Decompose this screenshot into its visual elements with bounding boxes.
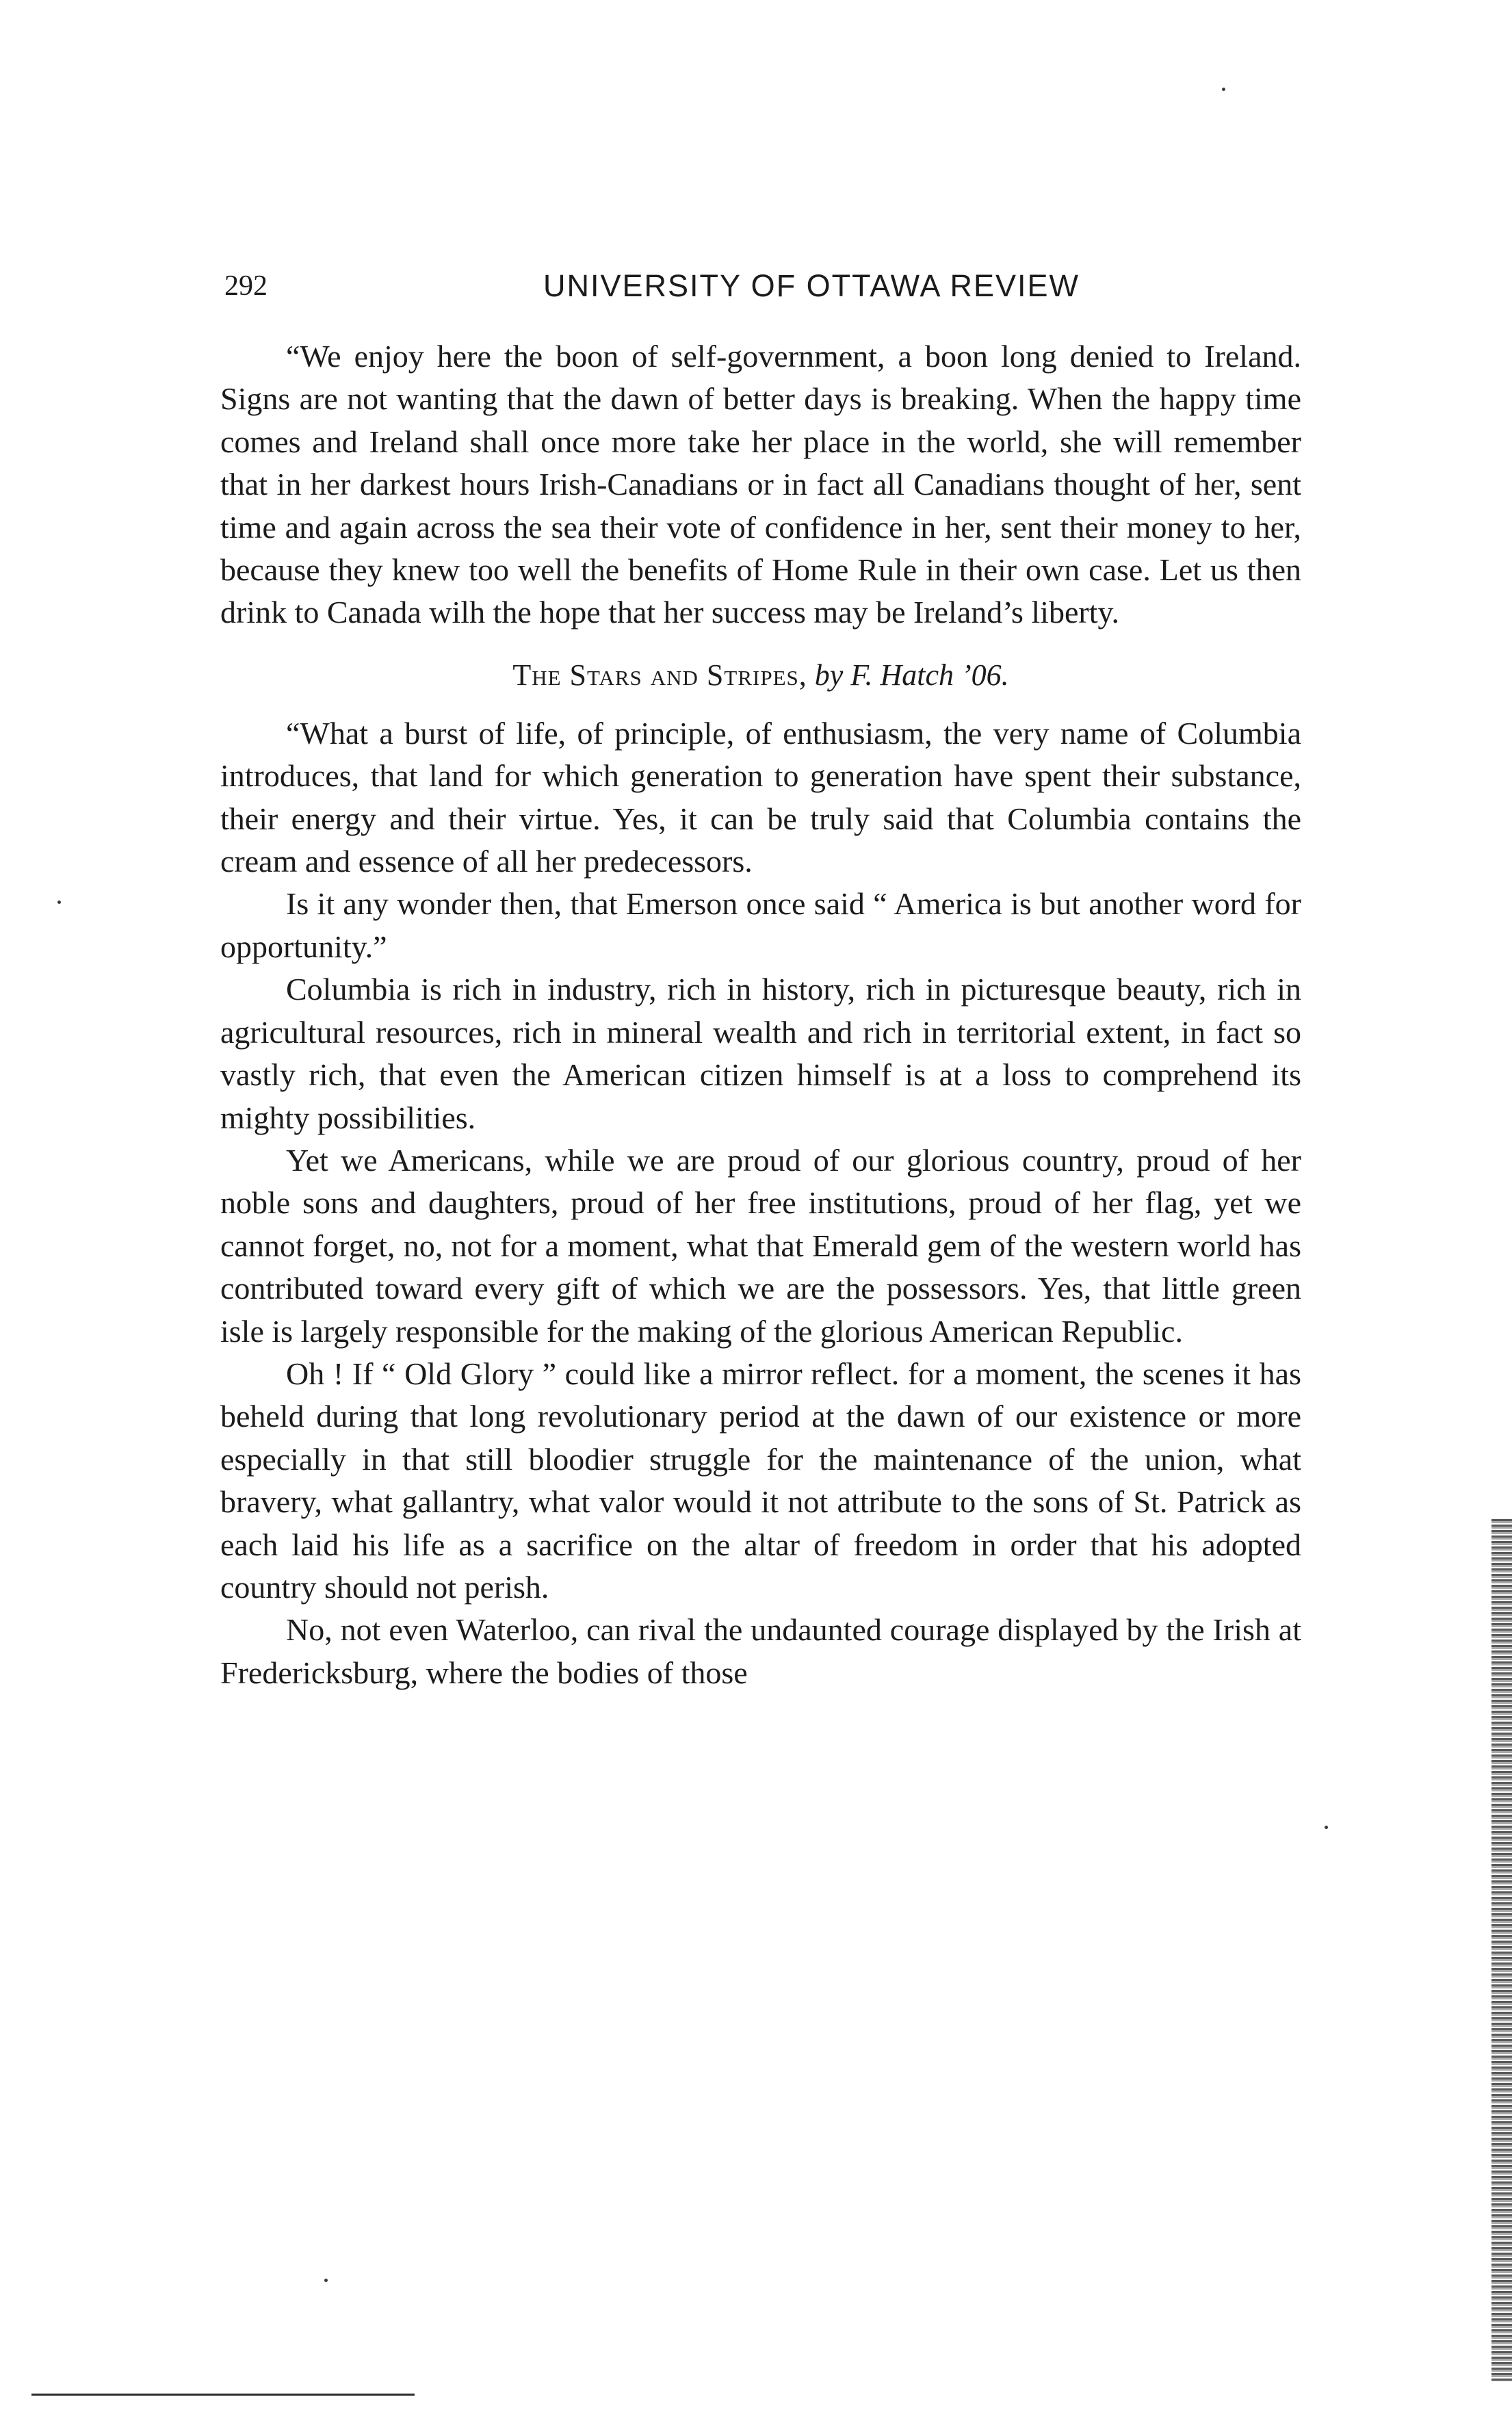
footer-rule <box>31 2394 415 2396</box>
page-number: 292 <box>224 270 268 302</box>
ink-speck <box>324 2279 328 2282</box>
ink-speck <box>1325 1826 1328 1829</box>
paragraph: Yet we Americans, while we are proud of our glorious country, proud of her noble sons and daughters, proud of her free institutions, proud of her flag, yet we cannot forget, no, not for a moment, what that Emerald gem of the western world has contributed toward every gift of which we are the possessors. Yes, that little green isle is largely responsible for the making of the glorious American Republic. <box>220 1142 1301 1349</box>
paragraph-canada-toast: “We enjoy here the boon of self-government, a boon long denied to Ireland. Signs are not wanting that the dawn of better days is breaking. When the happy time comes and Ireland shall once more take her place in the world, she will remember that in her darkest hours Irish-Canadians or in fact all Canadians thought of her, sent time and again across the sea their vote of confidence in her, sent their money to her, because they knew too well the benefits of Home Rule in their own case. Let us then drink to Canada wilh the hope that her success may be Ireland’s liberty. <box>220 339 1301 630</box>
section-title: The Stars and Stripes, <box>512 658 807 692</box>
ink-speck <box>1222 88 1225 91</box>
section-byline: by F. Hatch ’06. <box>814 658 1009 692</box>
section-heading <box>220 655 1301 696</box>
paragraph: Columbia is rich in industry, rich in history, rich in picturesque beauty, rich in agricultural resources, rich in mineral wealth and rich in territorial extent, in fact so vastly rich, that even the American citizen himself is at a loss to comprehend its mighty possibilities. <box>220 972 1301 1135</box>
running-head: UNIVERSITY OF OTTAWA REVIEW <box>543 268 1080 303</box>
ink-speck <box>57 900 61 904</box>
page-header <box>224 265 1305 307</box>
paragraph: “What a burst of life, of principle, of enthusiasm, the very name of Columbia introduces, that land for which generation to generation have spent their substance, their energy and their virtue. Yes, it can be truly said that Columbia contains the cream and essence of all her predecessors. <box>220 715 1301 879</box>
body-text <box>220 335 1301 1694</box>
paragraph: Oh ! If “ Old Glory ” could like a mirror reflect. for a moment, the scenes it has beheld during that long revolutionary period at the dawn of our existence or more especially in that still bloodier struggle for the maintenance of the union, what bravery, what gallantry, what valor would it not attribute to the sons of St. Patrick as each laid his life as a sacrifice on the altar of freedom in order that his adopted country should not perish. <box>220 1356 1301 1605</box>
paragraph: Is it any wonder then, that Emerson once said “ America is but another word for opportunity.” <box>220 886 1301 964</box>
paragraph: No, not even Waterloo, can rival the undaunted courage displayed by the Irish at Fredericksburg, where the bodies of those <box>220 1612 1301 1690</box>
page-edge-scan-artifact <box>1491 1519 1512 2381</box>
